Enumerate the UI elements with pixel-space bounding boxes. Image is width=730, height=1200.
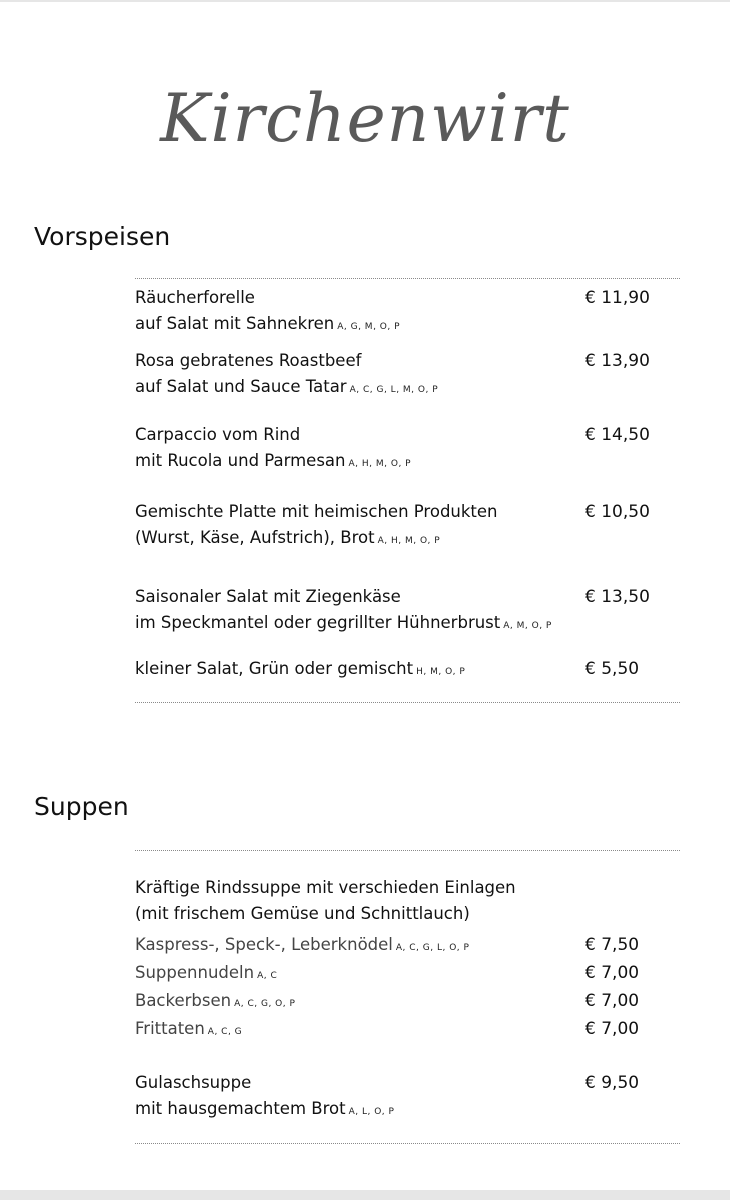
- divider: [135, 702, 680, 703]
- item-description: mit hausgemachtem Brot A, L, O, P: [135, 1099, 395, 1118]
- item-price: € 13,50: [585, 587, 650, 607]
- item-name: Räucherforelle: [135, 288, 255, 307]
- allergen-codes: A, H, M, O, P: [348, 459, 412, 469]
- allergen-codes: A, H, M, O, P: [377, 536, 441, 546]
- item-name: Rosa gebratenes Roastbeef: [135, 351, 362, 370]
- item-description: im Speckmantel oder gegrillter Hühnerbrust A, M, O, P: [135, 613, 552, 632]
- item-name: Gemischte Platte mit heimischen Produkten: [135, 502, 498, 521]
- menu-item: [135, 422, 680, 477]
- item-name: Gulaschsuppe: [135, 1073, 252, 1092]
- divider: [135, 278, 680, 279]
- item-description: auf Salat mit Sahnekren A, G, M, O, P: [135, 314, 401, 333]
- menu-page: [0, 2, 730, 1190]
- item-price: € 11,90: [585, 288, 650, 308]
- item-price: € 7,00: [585, 1019, 640, 1039]
- allergen-codes: A, M, O, P: [503, 621, 552, 631]
- option-name: Backerbsen A, C, G, O, P: [135, 991, 296, 1010]
- menu-item: [135, 499, 680, 554]
- item-price: € 7,00: [585, 991, 640, 1011]
- menu-item: [135, 656, 680, 685]
- option-name: Kaspress-, Speck-, Leberknödel A, C, G, L, O, P: [135, 935, 470, 954]
- item-description: mit Rucola und Parmesan A, H, M, O, P: [135, 451, 412, 470]
- item-price: € 7,00: [585, 963, 640, 983]
- item-name: Carpaccio vom Rind: [135, 425, 301, 444]
- allergen-codes: A, C, G: [207, 1027, 243, 1037]
- section-title-vorspeisen: Vorspeisen: [34, 222, 171, 251]
- menu-item: [135, 875, 680, 927]
- item-name: Kräftige Rindssuppe mit verschieden Einlagen: [135, 878, 516, 897]
- soup-option: [135, 988, 680, 1017]
- item-description: (Wurst, Käse, Aufstrich), Brot A, H, M, O, P: [135, 528, 441, 547]
- section-title-suppen: Suppen: [34, 792, 129, 821]
- item-price: € 7,50: [585, 935, 640, 955]
- menu-item: [135, 285, 680, 340]
- item-price: € 9,50: [585, 1073, 640, 1093]
- item-description: (mit frischem Gemüse und Schnittlauch): [135, 904, 470, 923]
- divider: [135, 1143, 680, 1144]
- soup-option: [135, 932, 680, 961]
- restaurant-title: Kirchenwirt: [160, 80, 570, 157]
- menu-item: [135, 348, 680, 403]
- item-name: Saisonaler Salat mit Ziegenkäse: [135, 587, 401, 606]
- divider: [135, 850, 680, 851]
- soup-option: [135, 960, 680, 989]
- item-price: € 5,50: [585, 659, 640, 679]
- allergen-codes: A, C, G, L, M, O, P: [349, 385, 439, 395]
- allergen-codes: H, M, O, P: [416, 667, 466, 677]
- allergen-codes: A, L, O, P: [348, 1107, 395, 1117]
- allergen-codes: A, C, G, L, O, P: [395, 943, 470, 953]
- item-price: € 13,90: [585, 351, 650, 371]
- soup-option: [135, 1016, 680, 1045]
- menu-item: [135, 1070, 680, 1125]
- option-name: Frittaten A, C, G: [135, 1019, 243, 1038]
- item-price: € 14,50: [585, 425, 650, 445]
- allergen-codes: A, C, G, O, P: [234, 999, 296, 1009]
- menu-item: [135, 584, 680, 639]
- allergen-codes: A, G, M, O, P: [337, 322, 401, 332]
- allergen-codes: A, C: [257, 971, 278, 981]
- option-name: Suppennudeln A, C: [135, 963, 278, 982]
- item-name: kleiner Salat, Grün oder gemischt H, M, O, P: [135, 659, 466, 678]
- item-price: € 10,50: [585, 502, 650, 522]
- item-description: auf Salat und Sauce Tatar A, C, G, L, M, O, P: [135, 377, 439, 396]
